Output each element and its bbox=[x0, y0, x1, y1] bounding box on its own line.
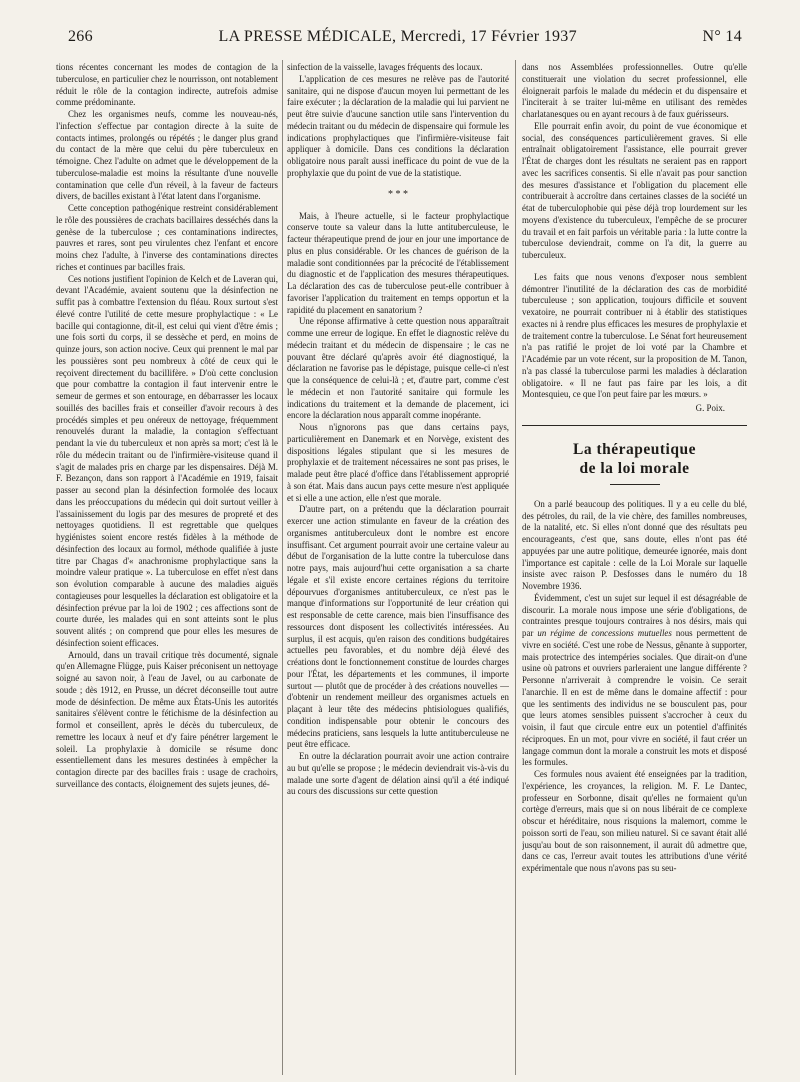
paragraph: dans nos Assemblées professionnelles. Outre qu'elle constituerait une violation du secret professionnel, elle éloignerait parfois le malade du médecin et du dispensaire et l'inciterait à se traiter lui-même en utilisant des remèdes charlatanesques ou en ayant recours à de faux guérisseurs. bbox=[522, 62, 747, 119]
italic-phrase: un régime de concessions mutuelles bbox=[537, 628, 672, 638]
page-number: 266 bbox=[68, 28, 93, 45]
paragraph-text: Évidemment, c'est un sujet sur lequel il est désagréable de discourir. La morale nous impose une série d'obligations, de contraintes presque toujours contraires à nos désirs, mais qui par bbox=[522, 592, 747, 638]
article-title-line-1: La thérapeutique bbox=[573, 440, 696, 458]
paragraph: L'application de ces mesures ne relève pas de l'autorité sanitaire, qui ne dispose d'aucun moyen lui permettant de les faire exécuter ; la déclaration de la maladie qui lui parvient ne peut être suivie d'aucune sanction utile sans l'intervention du médecin traitant ou du médecin de dispensaire qui formule les indications prophylactiques que l'infirmière-visiteuse fait appliquer à domicile. Dans ces conditions la déclaration obligatoire nous paraît aussi inefficace du point de vue de la prophylaxie que du point de vue de la statistique. bbox=[287, 73, 509, 178]
paragraph: Les faits que nous venons d'exposer nous semblent démontrer l'inutilité de la déclaration des cas de morbidité tuberculeuse ; son application, toujours difficile et souvent vexatoire, ne pourrait contribuer ni à établir des statistiques exactes ni à rendre plus efficaces les mesures de prophylaxie et de traitement contre la tuberculose. Le Sénat fort heureusement n'a pas ratifié le projet de loi voté par la Chambre et l'Académie par un vote récent, sur la proposition de M. Tanon, n'a pas classé la tuberculose parmi les maladies à déclaration obligatoire. « Il ne faut pas faire par les lois, a dit Montesquieu, ce que l'on peut faire par les mœurs. » bbox=[522, 271, 747, 400]
paragraph: Une réponse affirmative à cette question nous apparaîtrait comme une erreur de logique. En effet le diagnostic relève du médecin traitant et du médecin de dispensaire ; le cas ne pouvant être déclaré qu'après avoir été diagnostiqué, la déclaration ne favorise pas le dépistage, puisque celle-ci n'est que la conséquence de celui-là ; et, d'autre part, comme c'est le médecin et non l'autorité sanitaire qui formule les indications du traitement et la demande de placement, ici encore la déclaration nous apparaît comme inopérante. bbox=[287, 316, 509, 421]
column-divider-1 bbox=[282, 60, 283, 1075]
paragraph: On a parlé beaucoup des politiques. Il y a eu celle du blé, des pétroles, du rail, de la vie chère, des familles nombreuses, de la natalité, etc. Si elles n'ont donné que des résultats peu encourageants, c'est que, sans doute, elles n'ont pas été appuyées par une autre politique, demeurée ignorée, mais dont l'importance est capitale : celle de la Loi Morale sur laquelle insiste avec raison P. Desfosses dans le numéro du 18 Novembre 1936. bbox=[522, 498, 747, 591]
article-title bbox=[522, 440, 747, 478]
paragraph bbox=[522, 593, 747, 769]
paragraph: Ces notions justifient l'opinion de Kelch et de Laveran qui, devant l'Académie, avaient soutenu que la désinfection ne suffit pas à combattre l'extension du fléau. Roux surtout s'est élevé contre l'utilité de cette mesure prophylactique : « Le bacille qui contagionne, dit-il, est celui qui vient d'être émis ; une fois sorti du corps, il se dessèche et perd, en moins de quinze jours, son action nocive. Ceux qui prennent le mal par les poussières sont peu nombreux à côté de ceux qui le reçoivent directement du bacillifère. » D'où cette conclusion que pour combattre la contagion il faut intervenir entre le semeur de germes et son entourage, en débarrasser les locaux souillés des bacilles frais et conseiller d'avoir recours à des procédés simples et peu onéreux de nettoyage, fréquemment renouvelés durant la maladie, la contagion s'effectuant pendant la vie du tuberculeux et non après sa mort; c'est là le rôle du médecin traitant ou de l'infirmière-visiteuse quand il s'agit de malades pris en charge par les dispensaires. Déjà M. F. Bezançon, dans son rapport à l'Académie en 1919, faisait passer au second plan la désinfection formolée des locaux dans les préoccupations du médecin qui doit surtout veiller à l'assainissement du logis par des mesures de propreté et des nettoyages quotidiens. Il est regrettable que quelques hygiénistes soient encore restés fidèles à la méthode de désinfection des locaux au formol, méthode qualifiée à juste titre par Chagas d'« anachronisme prophylactique sans la moindre valeur pratique ». La tuberculose en effet n'est dans son évolution comparable à aucune des maladies aiguës contagieuses pour lesquelles la déclaration est obligatoire et la désinfection prévue par la loi de 1902 ; ces affections sont de courte durée, les malades qui en sont atteints sont le plus souvent alités ; on comprend que pour elles les mesures de désinfection soient efficaces. bbox=[56, 273, 278, 648]
page-header bbox=[68, 28, 742, 50]
article-divider bbox=[522, 425, 747, 426]
publication-line bbox=[93, 28, 703, 46]
publication-date: Mercredi, 17 Février 1937 bbox=[400, 28, 577, 45]
author-signature: G. Poix. bbox=[695, 403, 725, 413]
paragraph: Chez les organismes neufs, comme les nouveau-nés, l'infection s'effectue par contagion directe à la suite de contacts intimes, prolongés ou répétés ; le danger plus grand du contact de la mère que celui du père tuberculeux en témoigne. Chez l'adulte on admet que le développement de la tuberculose-maladie est moins la résultante d'une nouvelle contamination que celle d'un réveil, à la faveur de facteurs divers, de bacilles existant à l'état latent dans l'organisme. bbox=[56, 109, 278, 202]
paragraph: Ces formules nous avaient été enseignées par la tradition, l'expérience, les croyances, la religion. M. F. Le Dantec, professeur en Sorbonne, disait qu'elles ne formaient qu'un cortège d'erreurs, mais que si on nous libérait de ce complexe obscur et héréditaire, nous risquions la malemort, comme le poisson sorti de l'eau, son milieu naturel. Si ce savant était allé jusqu'au bout de son raisonnement, il aurait dû admettre que, dans ce cas, l'erreur avait toutes les attributions d'une vérité expérimentale que nous n'avons pas su seu- bbox=[522, 769, 747, 873]
text-column-3 bbox=[522, 62, 747, 1072]
text-column-1 bbox=[56, 62, 278, 1072]
title-underline bbox=[610, 484, 660, 485]
paragraph: D'autre part, on a prétendu que la déclaration pourrait exercer une action stimulante en faveur de la création des organismes antituberculeux dont le nombre est encore insuffisant. Cet argument pourrait avoir une certaine valeur au début de l'organisation de la lutte contre la tuberculose dans notre pays, mais aujourd'hui cette organisation a sa charte légale et s'il existe encore certaines régions du territoire dépourvues d'organismes antituberculeux, ce n'est pas le manque d'informations sur l'opportunité de leur création qui est responsable de cette carence, mais bien l'insuffisance des ressources dont disposent les collectivités intéressées. Au surplus, il est acquis, qu'en raison des conditions budgétaires actuelles peu favorables, et du nombre déjà élevé des créations dont le fonctionnement constitue de lourdes charges pour l'État, les départements et les communes, il importe surtout — plutôt que de procéder à des créations nouvelles — d'obtenir un rendement meilleur des organismes actuels en plaçant à leur tête des médecins phtisiologues qualifiés, condition indispensable pour obtenir le concours des médecins praticiens, sans lesquels la lutte antituberculeuse ne peut être efficace. bbox=[287, 504, 509, 750]
section-separator-stars: * * * bbox=[388, 188, 408, 200]
paragraph: tions récentes concernant les modes de contagion de la tuberculose, en particulier chez le nourrisson, ont notablement réduit le rôle de la contagion indirecte, autrefois admise comme prédominante. bbox=[56, 62, 278, 108]
paragraph: Arnould, dans un travail critique très documenté, signale qu'en Allemagne Flügge, puis Kaiser préconisent un nettoyage soigné au savon noir, à l'eau de Javel, ou au carbonate de soude ; dès 1912, en Prusse, un décret déconseille tout autre mode de désinfection. De même aux États-Unis les autorités sanitaires s'élèvent contre le fétichisme de la désinfection au formol et conseillent, après le décès du tuberculeux, de remettre les locaux à neuf et d'y faire pénétrer largement le soleil. La prophylaxie à domicile se résume donc essentiellement dans les mesures destinées à empêcher la contagion directe par des bacilles frais : usage de crachoirs, surveillance des contacts, éloignement des sujets jeunes, dé- bbox=[56, 649, 278, 789]
paragraph: sinfection de la vaisselle, lavages fréquents des locaux. bbox=[287, 62, 483, 72]
paragraph: Nous n'ignorons pas que dans certains pays, particulièrement en Danemark et en Norvège, existent des dispositions légales stipulant que si les mesures de prophylaxie et de traitement nécessaires ne sont pas prises, le malade peut être placé d'office dans l'établissement approprié à son état. Mais dans aucun pays cette mesure n'est appliquée et si elle a une action, elle n'est que morale. bbox=[287, 422, 509, 503]
paragraph-text: nous permettent de vivre en société. C'est une robe de Nessus, gênante à supporter, mais protectrice des intempéries sociales. Que dirait-on d'une usine où patrons et ouvriers parleraient une langue différente ? Personne n'arriverait à comprendre le voisin. Ce serait l'anarchie. Il en est de même dans le domaine affectif : pour que les sentiments des individus ne se bousculent pas, pour que leurs atomes sensibles puissent s'accrocher à ceux du voisin, il faut que circule entre eux un potentiel d'affinités réciproques. En un mot, pour vivre en société, il faut créer un langage commun dont la morale a construit les mots et disposé les formules. bbox=[522, 628, 747, 768]
issue-number: N° 14 bbox=[702, 28, 742, 45]
paragraph: Cette conception pathogénique restreint considérablement le rôle des poussières de crachats bacillaires desséchés dans la genèse de la tuberculose ; ces contaminations indirectes, pauvres et rares, sont peu virulentes chez l'enfant et encore moins chez l'adulte, à l'inverse des contaminations directes riches et continues par bacilles frais. bbox=[56, 203, 278, 272]
paragraph: Mais, à l'heure actuelle, si le facteur prophylactique conserve toute sa valeur dans la lutte antituberculeuse, le facteur thérapeutique prend de jour en jour une importance de plus en plus considérable. Or les chances de guérison de la maladie sont conditionnées par la précocité de l'établissement du diagnostic et de l'application des mesures thérapeutiques. La déclaration des cas de tuberculose peut-elle contribuer à favoriser l'application du traitement en temps opportun et la rapidité du placement en sanatorium ? bbox=[287, 210, 509, 315]
article-title-line-2: de la loi morale bbox=[579, 459, 690, 477]
paragraph: En outre la déclaration pourrait avoir une action contraire au but qu'elle se propose ; le médecin deviendrait vis-à-vis du malade une sorte d'agent de délation ainsi qu'il a été indiqué au cours des discussions sur cette question bbox=[287, 751, 509, 797]
text-column-2 bbox=[287, 62, 509, 1072]
paragraph: Elle pourrait enfin avoir, du point de vue économique et social, des conséquences particulièrement graves. Si elle entraînait obligatoirement l'assistance, elle pourrait grever l'État de charges dont les résultats ne seraient pas en rapport avec les sacrifices consentis. Si elle n'avait pas pour sanction des mesures d'assistance et l'obligation du placement elle contribuerait à accroître dans certaines classes de la société un état de tuberculophobie qui pèse déjà trop lourdement sur les moyens d'existence du tuberculeux, l'empêche de se procurer du travail et en fait parfois un véritable paria : la lutte contre la tuberculose deviendrait, comme on l'a dit, la guerre au tuberculeux. bbox=[522, 120, 747, 260]
column-divider-2 bbox=[515, 60, 516, 1075]
publication-title: LA PRESSE MÉDICALE, bbox=[218, 28, 397, 45]
